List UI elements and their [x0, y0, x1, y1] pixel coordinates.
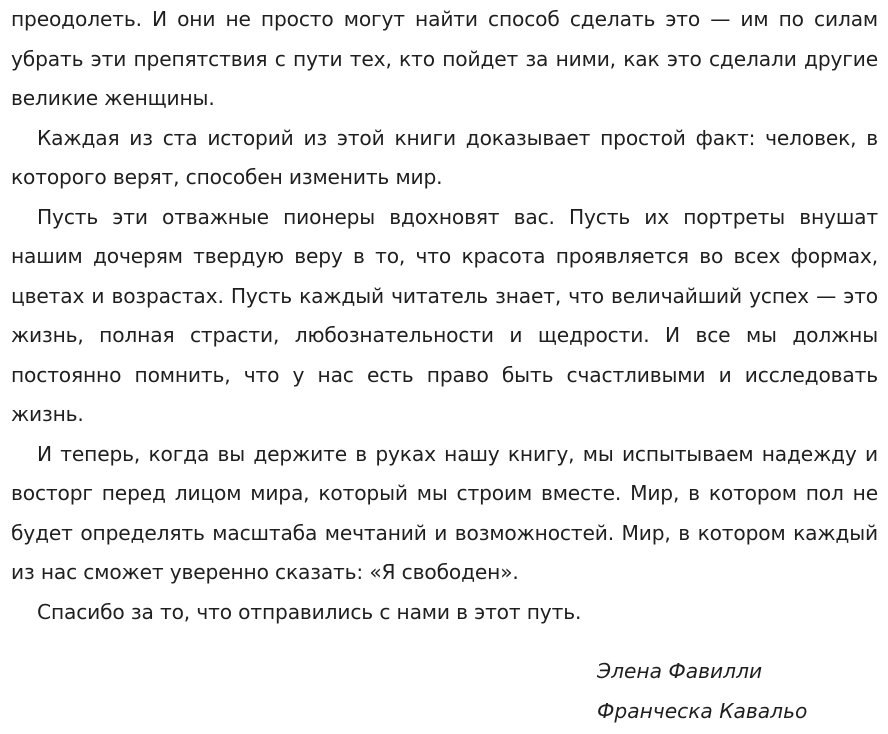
paragraph-thanks: Спасибо за то, что отправились с нами в этот путь.: [37, 599, 582, 624]
document-body: [11, 0, 878, 632]
paragraph-inspiration: Пусть эти отважные пионеры вдохновят вас. Пусть их портреты внушат нашим дочерям твердую веру в то, что красота проявляется во всех формах, цветах и возрастах. Пусть каждый читатель знает, что величайший успех — это жизнь, полная страсти, любознательности и щедрости. И все мы должны постоянно помнить, что у нас есть право быть счастливыми и исследовать жизнь.: [11, 204, 878, 426]
paragraph-hope: И теперь, когда вы держите в руках нашу книгу, мы испытываем надежду и восторг перед лицом мира, который мы строим вместе. Мир, в котором пол не будет определять масштаба мечтаний и возможностей. Мир, в котором каждый из нас сможет уверенно сказать: «Я свободен».: [11, 441, 878, 584]
paragraph-continuation: преодолеть. И они не просто могут найти способ сделать это — им по силам убрать эти препятствия с пути тех, кто пойдет за ними, как это сделали другие великие женщины.: [11, 7, 878, 110]
signatures-block: [597, 652, 877, 731]
signature-author-1: Элена Фавилли: [597, 659, 763, 683]
paragraph-stories: Каждая из ста историй из этой книги доказывает простой факт: человек, в которого верят, способен изменить мир.: [11, 125, 878, 189]
signature-author-2: Франческа Кавальо: [597, 698, 808, 723]
